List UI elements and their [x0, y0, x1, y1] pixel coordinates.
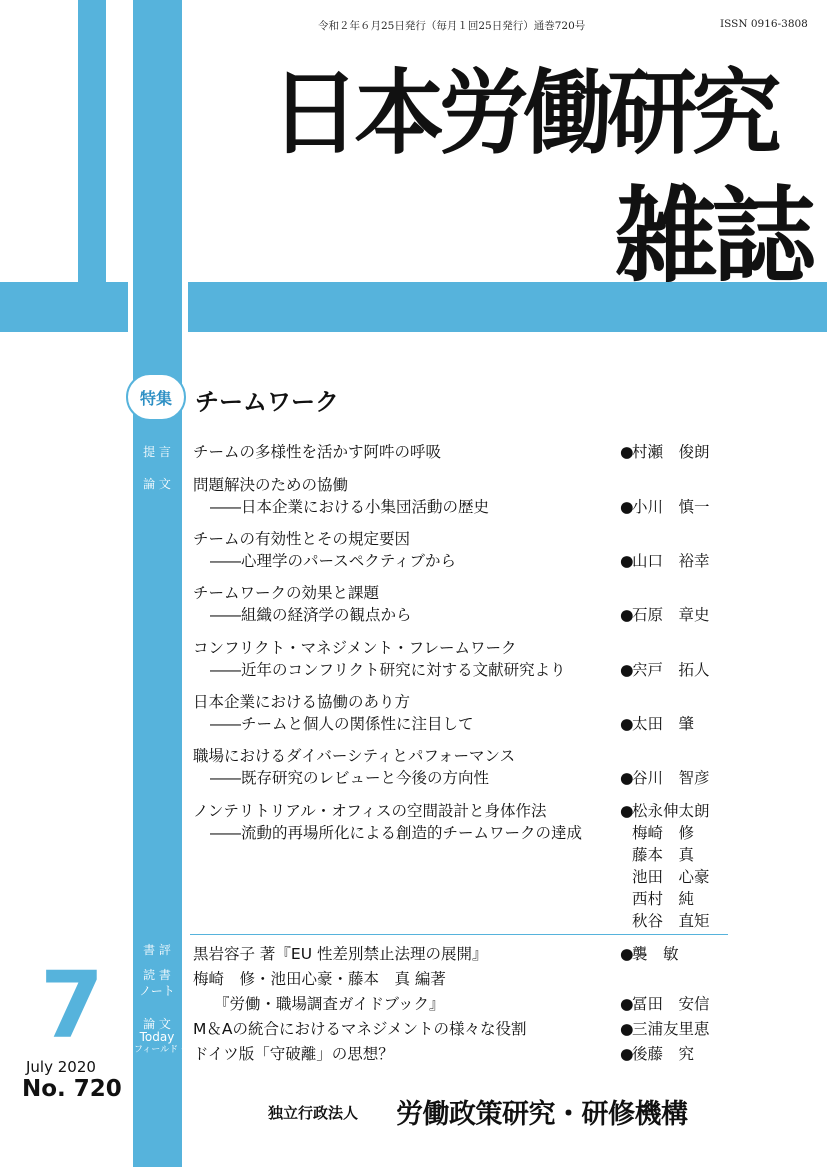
coauthor: 西村 純: [632, 890, 695, 908]
publisher-name: 労働政策研究・研修機構: [396, 1099, 688, 1130]
article-title: 日本企業における協働のあり方: [193, 693, 411, 711]
issue-number: 7: [40, 952, 105, 1059]
article-subtitle: ――既存研究のレビューと今後の方向性: [210, 769, 490, 787]
article-author: ● 宍戸 拓人: [620, 661, 710, 679]
feature-title: チームワーク: [195, 388, 339, 416]
article-title: コンフリクト・マネジメント・フレームワーク: [193, 639, 517, 657]
article-author: ● 山口 裕幸: [620, 552, 710, 570]
today-author: ● 三浦友里恵: [620, 1020, 710, 1038]
article-author: ● 村瀬 俊朗: [620, 443, 710, 461]
article-title: ノンテリトリアル・オフィスの空間設計と身体作法: [193, 802, 547, 820]
article-subtitle: ――日本企業における小集団活動の歴史: [210, 498, 490, 516]
issue-no: No. 720: [22, 1076, 122, 1102]
article-title: チームの多様性を活かす阿吽の呼吸: [193, 443, 442, 461]
article-author: ● 谷川 智彦: [620, 769, 710, 787]
article-author: ● 小川 慎一: [620, 498, 710, 516]
article-author: ● 松永伸太朗: [620, 802, 710, 820]
today-title: M＆Aの統合におけるマネジメントの様々な役割: [193, 1020, 527, 1038]
coauthor: 秋谷 直矩: [632, 912, 710, 930]
issue-date: July 2020: [26, 1058, 96, 1076]
category-today: Today: [139, 1030, 175, 1044]
field-eye-title: ドイツ版「守破離」の思想？: [193, 1045, 394, 1063]
issue-metadata: 令和２年６月25日発行（毎月１回25日発行）通巻720号: [318, 20, 586, 32]
category-shohyo: 書 評: [143, 943, 171, 957]
article-title: 問題解決のための協働: [193, 476, 349, 494]
article-title: 職場におけるダイバーシティとパフォーマンス: [193, 747, 516, 765]
coauthor: 藤本 真: [632, 846, 695, 864]
section-divider: [190, 934, 728, 935]
category-note: ノート: [139, 984, 175, 998]
coauthor: 梅崎 修: [632, 824, 695, 842]
book-note-editors: 梅崎 修・池田心豪・藤本 真 編著: [193, 970, 446, 988]
category-ronbun: 論 文: [143, 477, 171, 491]
article-subtitle: ――チームと個人の関係性に注目して: [210, 715, 474, 733]
journal-title-line2: 雑誌: [614, 175, 811, 297]
article-subtitle: ――心理学のパースペクティブから: [210, 552, 456, 570]
book-note-title: 『労働・職場調査ガイドブック』: [214, 995, 445, 1013]
article-author: ● 石原 章史: [620, 606, 710, 624]
article-title: チームワークの効果と課題: [193, 584, 380, 602]
issn: ISSN 0916-3808: [720, 18, 808, 30]
review-title: 黒岩容子 著『EU 性差別禁止法理の展開』: [193, 945, 488, 963]
category-field-eye: フィールド・アイ: [134, 1045, 205, 1055]
feature-badge: 特集: [126, 373, 186, 421]
left-accent-band: [0, 282, 128, 332]
category-ronbun-today: 論 文: [143, 1017, 171, 1031]
publisher-type: 独立行政法人: [268, 1104, 359, 1122]
article-title: チームの有効性とその規定要因: [193, 530, 411, 548]
journal-title-line1: 日本労働研究: [270, 60, 776, 167]
article-author: ● 太田 肇: [620, 715, 695, 733]
coauthor: 池田 心豪: [632, 868, 710, 886]
category-teigen: 提 言: [143, 445, 171, 459]
book-note-author: ● 冨田 安信: [620, 995, 710, 1013]
article-subtitle: ――近年のコンフリクト研究に対する文献研究より: [210, 661, 566, 679]
article-subtitle: ――流動的再場所化による創造的チームワークの達成: [210, 824, 583, 842]
field-eye-author: ● 後藤 究: [620, 1045, 695, 1063]
article-subtitle: ――組織の経済学の観点から: [210, 606, 412, 624]
category-dokusho: 読 書: [143, 968, 171, 982]
review-author: ● 襲 敏: [620, 945, 679, 963]
